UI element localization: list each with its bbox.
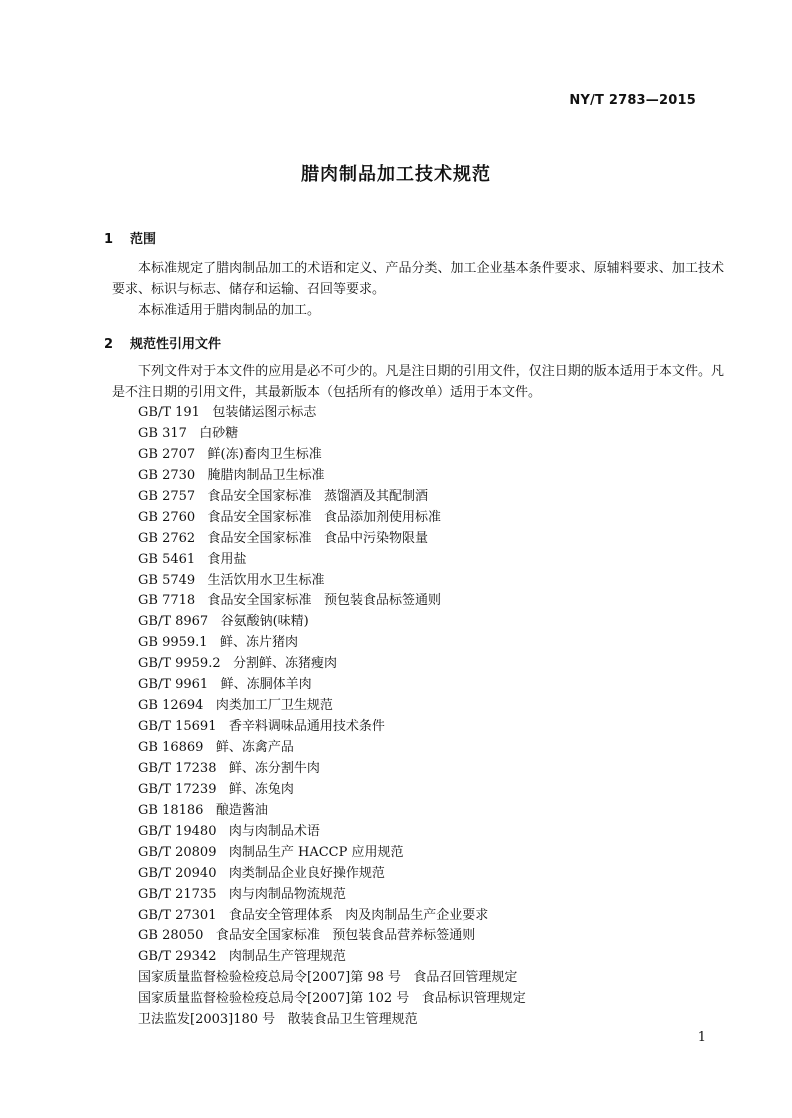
reference-item: GB 2707 鲜(冻)畜肉卫生标准 (138, 446, 322, 462)
reference-item: GB 317 白砂糖 (138, 425, 239, 441)
section-number: 1 (104, 232, 114, 247)
reference-item: GB 2757 食品安全国家标准 蒸馏酒及其配制酒 (138, 488, 428, 504)
reference-item: 国家质量监督检验检疫总局令[2007]第 98 号 食品召回管理规定 (138, 970, 518, 986)
reference-item: GB/T 15691 香辛料调味品通用技术条件 (138, 719, 385, 735)
section-1-heading (104, 228, 156, 247)
reference-item: GB 9959.1 鲜、冻片猪肉 (138, 635, 298, 651)
reference-item: GB 2730 腌腊肉制品卫生标准 (138, 467, 325, 483)
reference-item: GB/T 20940 肉类制品企业良好操作规范 (138, 865, 385, 881)
section-2-heading (104, 333, 221, 352)
page-number: 1 (697, 1030, 706, 1045)
section-2-paragraph-1: 下列文件对于本文件的应用是必不可少的。凡是注日期的引用文件，仅注日期的版本适用于本文件。凡是不注日期的引用文件，其最新版本（包括所有的修改单）适用于本文件。 (112, 364, 724, 400)
reference-item: GB/T 191 包装储运图示标志 (138, 405, 317, 420)
reference-item: GB 16869 鲜、冻禽产品 (138, 740, 294, 755)
section-1-paragraph-1: 本标准规定了腊肉制品加工的术语和定义、产品分类、加工企业基本条件要求、原辅料要求、加工技术要求、标识与标志、储存和运输、召回等要求。 (112, 261, 724, 297)
reference-item: GB/T 9959.2 分割鲜、冻猪瘦肉 (138, 656, 338, 672)
reference-item: GB 28050 食品安全国家标准 预包装食品营养标签通则 (138, 928, 476, 944)
standard-code: NY/T 2783—2015 (569, 93, 696, 108)
reference-item: GB/T 9961 鲜、冻胴体羊肉 (138, 677, 312, 693)
section-1-paragraph-2: 本标准适用于腊肉制品的加工。 (138, 303, 321, 318)
reference-item: GB 7718 食品安全国家标准 预包装食品标签通则 (138, 593, 441, 609)
section-number: 2 (104, 337, 114, 352)
reference-item: GB/T 29342 肉制品生产管理规范 (138, 949, 346, 965)
reference-item: GB/T 20809 肉制品生产 HACCP 应用规范 (138, 844, 404, 860)
section-title: 规范性引用文件 (130, 337, 222, 352)
reference-item: GB/T 8967 谷氨酸钠(味精) (138, 614, 309, 630)
reference-item: 卫法监发[2003]180 号 散装食品卫生管理规范 (138, 1012, 418, 1028)
reference-item: GB/T 19480 肉与肉制品术语 (138, 823, 320, 839)
reference-item: GB/T 27301 食品安全管理体系 肉及肉制品生产企业要求 (138, 907, 489, 923)
reference-item: 国家质量监督检验检疫总局令[2007]第 102 号 食品标识管理规定 (138, 991, 526, 1007)
reference-item: GB/T 17238 鲜、冻分割牛肉 (138, 760, 320, 776)
reference-item: GB 5749 生活饮用水卫生标准 (138, 572, 325, 588)
reference-item: GB 2762 食品安全国家标准 食品中污染物限量 (138, 530, 428, 546)
reference-item: GB 12694 肉类加工厂卫生规范 (138, 698, 333, 714)
reference-item: GB 18186 酿造酱油 (138, 802, 268, 818)
reference-list (138, 403, 526, 1031)
reference-item: GB 5461 食用盐 (138, 551, 247, 567)
section-title: 范围 (130, 232, 157, 247)
reference-item: GB/T 17239 鲜、冻兔肉 (138, 781, 294, 797)
document-title: 腊肉制品加工技术规范 (301, 164, 491, 185)
reference-item: GB 2760 食品安全国家标准 食品添加剂使用标准 (138, 509, 441, 525)
reference-item: GB/T 21735 肉与肉制品物流规范 (138, 886, 346, 902)
